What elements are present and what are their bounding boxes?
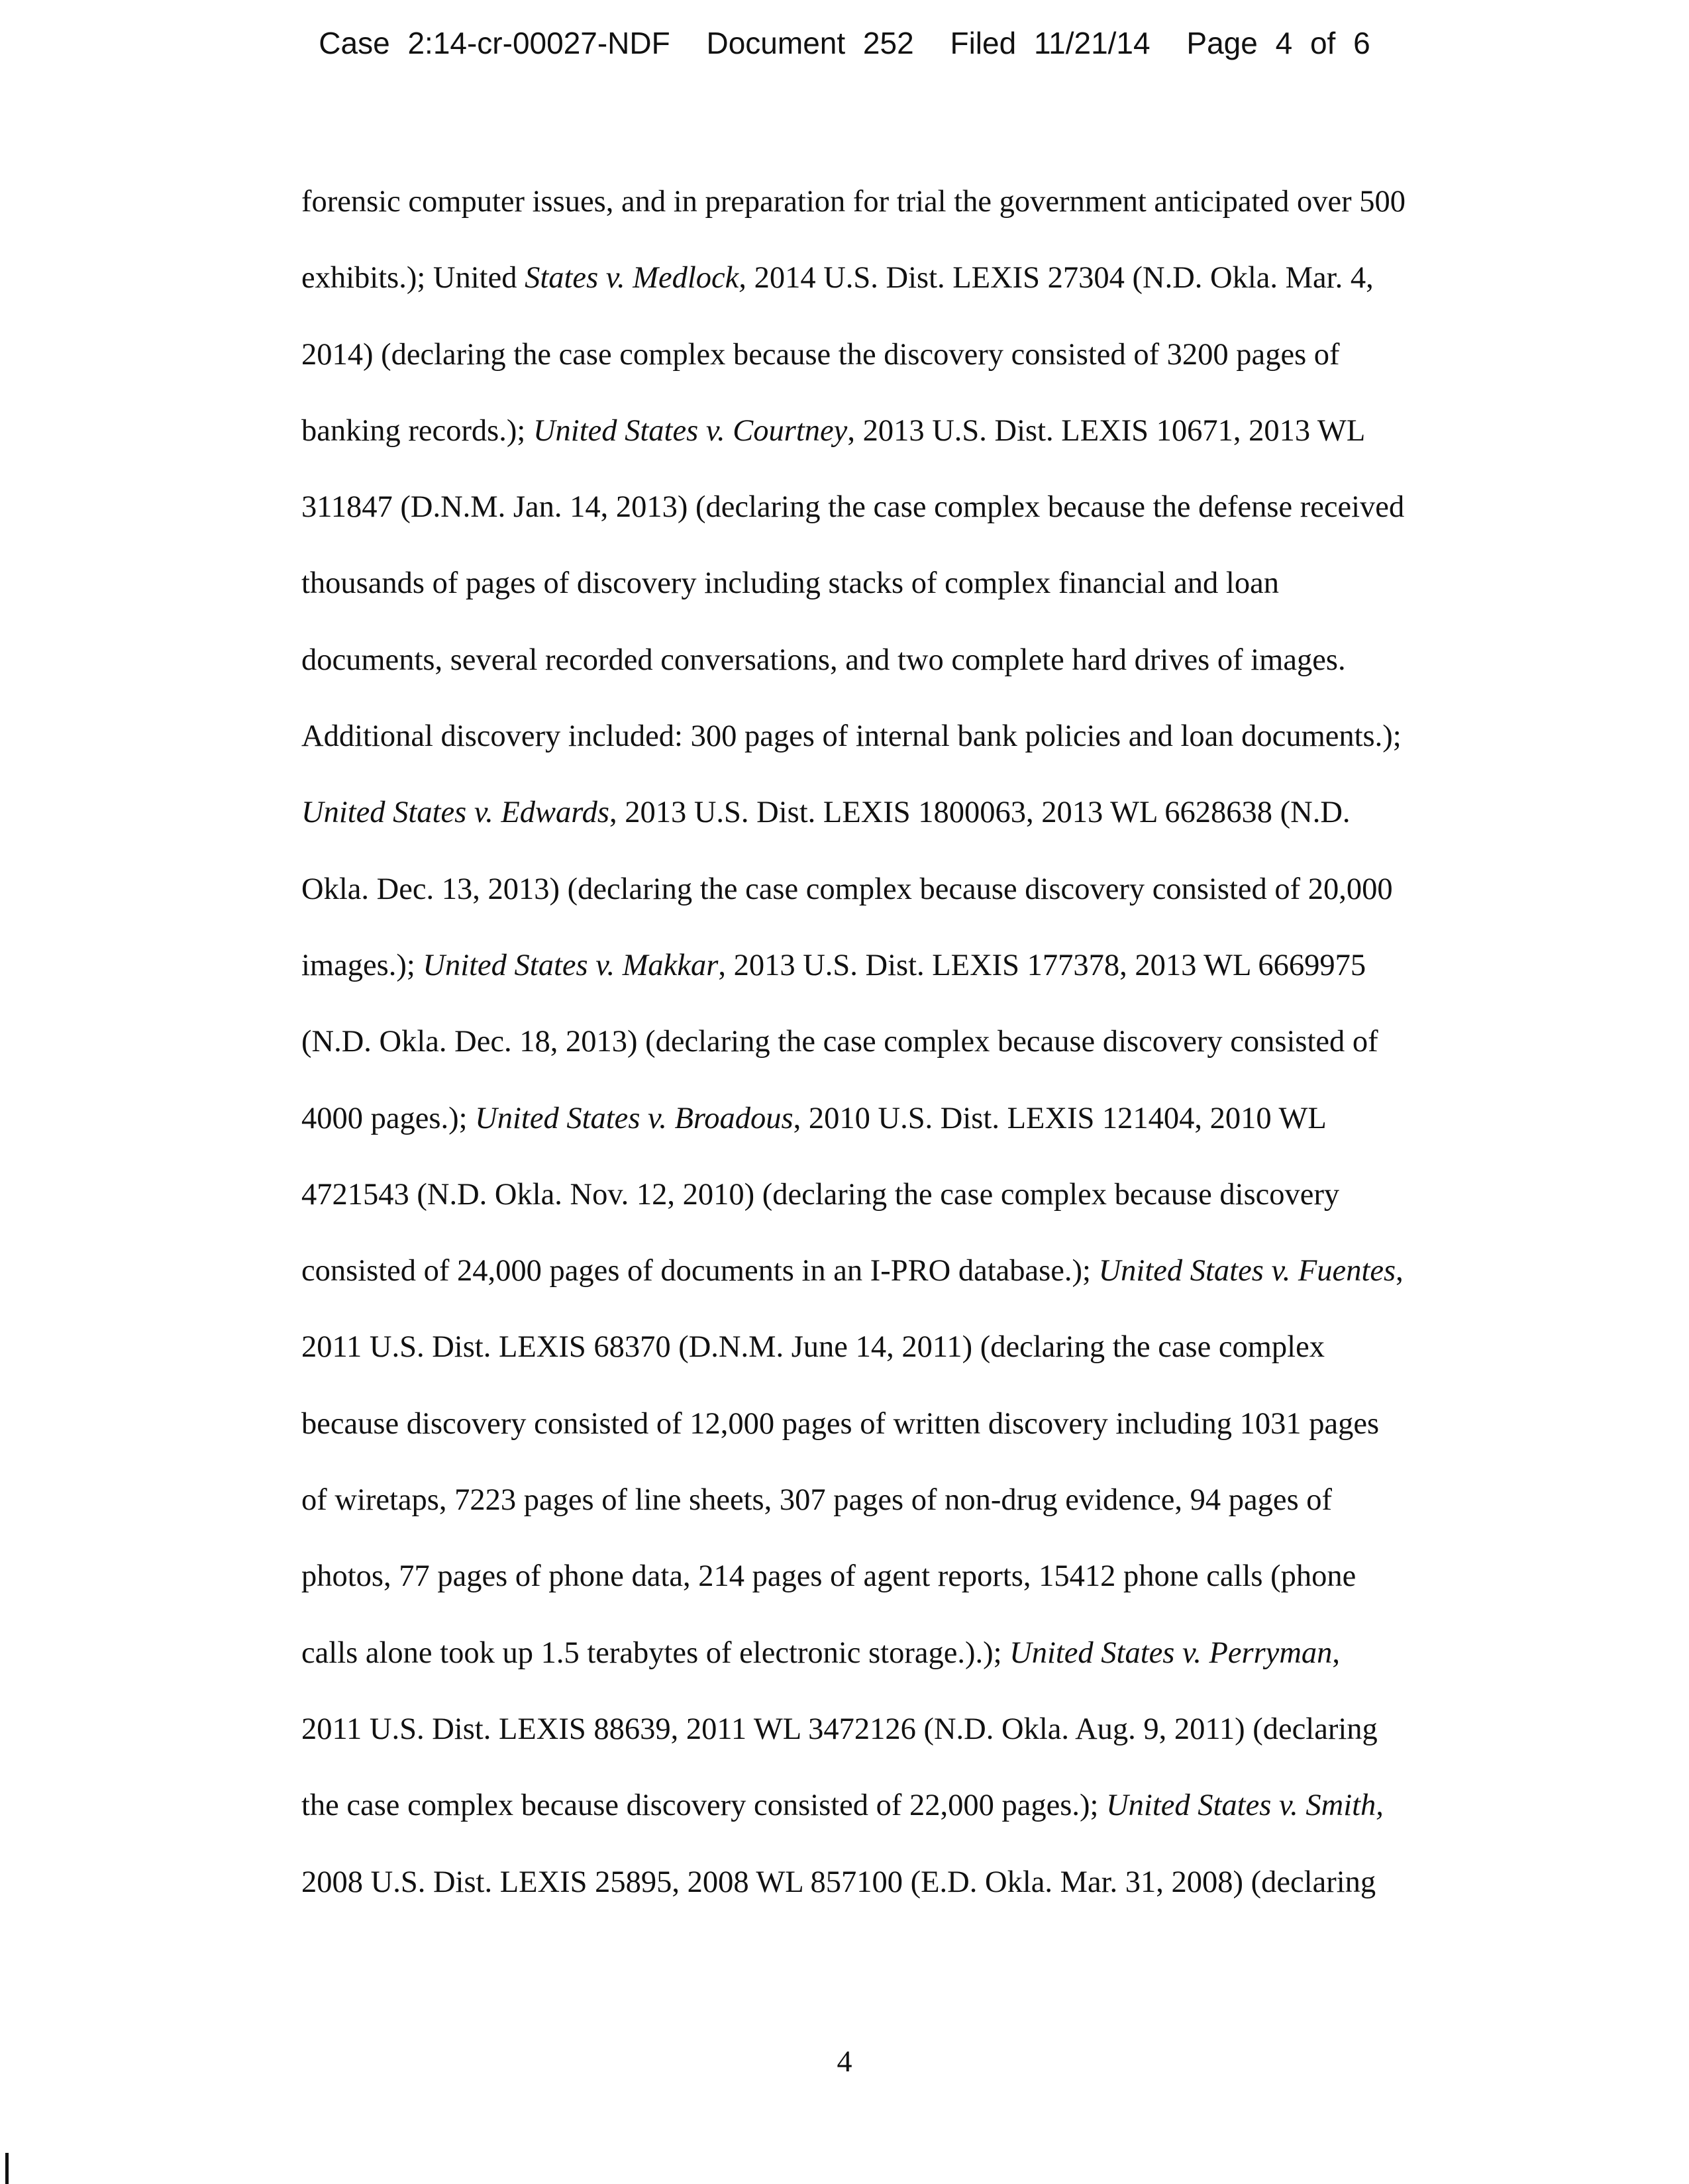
- text-line: [301, 870, 1513, 946]
- text-segment: 311847 (D.N.M. Jan. 14, 2013) (declaring the case complex because the defense received: [301, 490, 1405, 525]
- text-segment: ,: [1396, 1254, 1404, 1288]
- text-line: [301, 488, 1513, 564]
- case-citation-name: States v. Medlock,: [525, 261, 746, 295]
- text-segment: 2011 U.S. Dist. LEXIS 88639, 2011 WL 3472126 (N.D. Okla. Aug. 9, 2011) (declaring: [301, 1712, 1378, 1746]
- text-segment: documents, several recorded conversations, and two complete hard drives of images.: [301, 643, 1346, 677]
- text-line: [301, 1481, 1513, 1557]
- page-indicator: Page 4 of 6: [1186, 26, 1370, 60]
- filed-date: Filed 11/21/14: [950, 26, 1151, 60]
- text-segment: 4721543 (N.D. Okla. Nov. 12, 2010) (declaring the case complex because discovery: [301, 1177, 1340, 1212]
- text-line: [301, 1634, 1513, 1710]
- case-number: Case 2:14-cr-00027-NDF: [319, 26, 670, 60]
- text-segment: , 2013 U.S. Dist. LEXIS 1800063, 2013 WL 6628638 (N.D.: [609, 796, 1351, 830]
- text-segment: , 2010 U.S. Dist. LEXIS 121404, 2010 WL: [793, 1101, 1327, 1135]
- text-line: [301, 182, 1513, 258]
- text-segment: forensic computer issues, and in preparation for trial the government anticipated over 500: [301, 185, 1406, 219]
- scan-margin-mark: [5, 2153, 9, 2184]
- text-segment: exhibits.); United: [301, 261, 525, 295]
- text-segment: banking records.);: [301, 413, 533, 448]
- case-citation-name: United States v. Perryman: [1009, 1636, 1333, 1670]
- text-segment: 4000 pages.);: [301, 1101, 476, 1135]
- text-segment: 2014) (declaring the case complex because the discovery consisted of 3200 pages of: [301, 337, 1340, 372]
- text-segment: because discovery consisted of 12,000 pages of written discovery including 1031 pages: [301, 1406, 1380, 1441]
- text-segment: 2014 U.S. Dist. LEXIS 27304 (N.D. Okla. Mar. 4,: [746, 261, 1374, 295]
- text-segment: (N.D. Okla. Dec. 18, 2013) (declaring the case complex because discovery consisted of: [301, 1025, 1378, 1059]
- text-segment: Okla. Dec. 13, 2013) (declaring the case complex because discovery consisted of 20,000: [301, 872, 1393, 906]
- text-line: [301, 1022, 1513, 1098]
- text-segment: consisted of 24,000 pages of documents in an I-PRO database.);: [301, 1254, 1099, 1288]
- text-segment: 2011 U.S. Dist. LEXIS 68370 (D.N.M. June 14, 2011) (declaring the case complex: [301, 1330, 1325, 1365]
- text-segment: Additional discovery included: 300 pages of internal bank policies and loan documents.);: [301, 719, 1402, 754]
- text-line: [301, 1557, 1513, 1633]
- case-citation-name: United States v. Courtney: [533, 413, 848, 448]
- case-citation-name: United States v. Broadous: [475, 1101, 793, 1135]
- text-line: [301, 258, 1513, 335]
- text-line: [301, 1404, 1513, 1481]
- text-line: [301, 793, 1513, 869]
- text-line: [301, 1175, 1513, 1251]
- text-line: [301, 1099, 1513, 1175]
- text-segment: images.);: [301, 948, 423, 982]
- case-citation-name: United States v. Edwards: [301, 796, 609, 830]
- case-citation-name: United States v. Makkar: [423, 948, 719, 982]
- text-segment: photos, 77 pages of phone data, 214 pages of agent reports, 15412 phone calls (phone: [301, 1559, 1356, 1594]
- body-text: [301, 182, 1513, 1939]
- text-line: [301, 1327, 1513, 1404]
- text-segment: of wiretaps, 7223 pages of line sheets, 307 pages of non-drug evidence, 94 pages of: [301, 1483, 1333, 1518]
- text-line: [301, 641, 1513, 717]
- text-line: [301, 717, 1513, 793]
- text-line: [301, 1786, 1513, 1862]
- text-segment: the case complex because discovery consisted of 22,000 pages.);: [301, 1789, 1107, 1823]
- text-segment: , 2013 U.S. Dist. LEXIS 10671, 2013 WL: [847, 413, 1366, 448]
- text-line: [301, 411, 1513, 488]
- text-line: [301, 1251, 1513, 1327]
- page-number: 4: [837, 2044, 852, 2078]
- text-line: [301, 1863, 1513, 1939]
- case-citation-name: United States v. Smith,: [1106, 1789, 1384, 1823]
- document-number: Document 252: [706, 26, 914, 60]
- text-line: [301, 564, 1513, 640]
- text-line: [301, 946, 1513, 1022]
- text-line: [301, 1710, 1513, 1786]
- text-line: [301, 335, 1513, 411]
- page-header: [0, 25, 1689, 61]
- text-segment: , 2013 U.S. Dist. LEXIS 177378, 2013 WL 6669975: [718, 948, 1366, 982]
- text-segment: 2008 U.S. Dist. LEXIS 25895, 2008 WL 857100 (E.D. Okla. Mar. 31, 2008) (declaring: [301, 1865, 1376, 1899]
- text-segment: thousands of pages of discovery including stacks of complex financial and loan: [301, 566, 1279, 601]
- text-segment: ,: [1332, 1636, 1341, 1670]
- text-segment: calls alone took up 1.5 terabytes of electronic storage.).);: [301, 1636, 1010, 1670]
- case-citation-name: United States v. Fuentes: [1098, 1254, 1396, 1288]
